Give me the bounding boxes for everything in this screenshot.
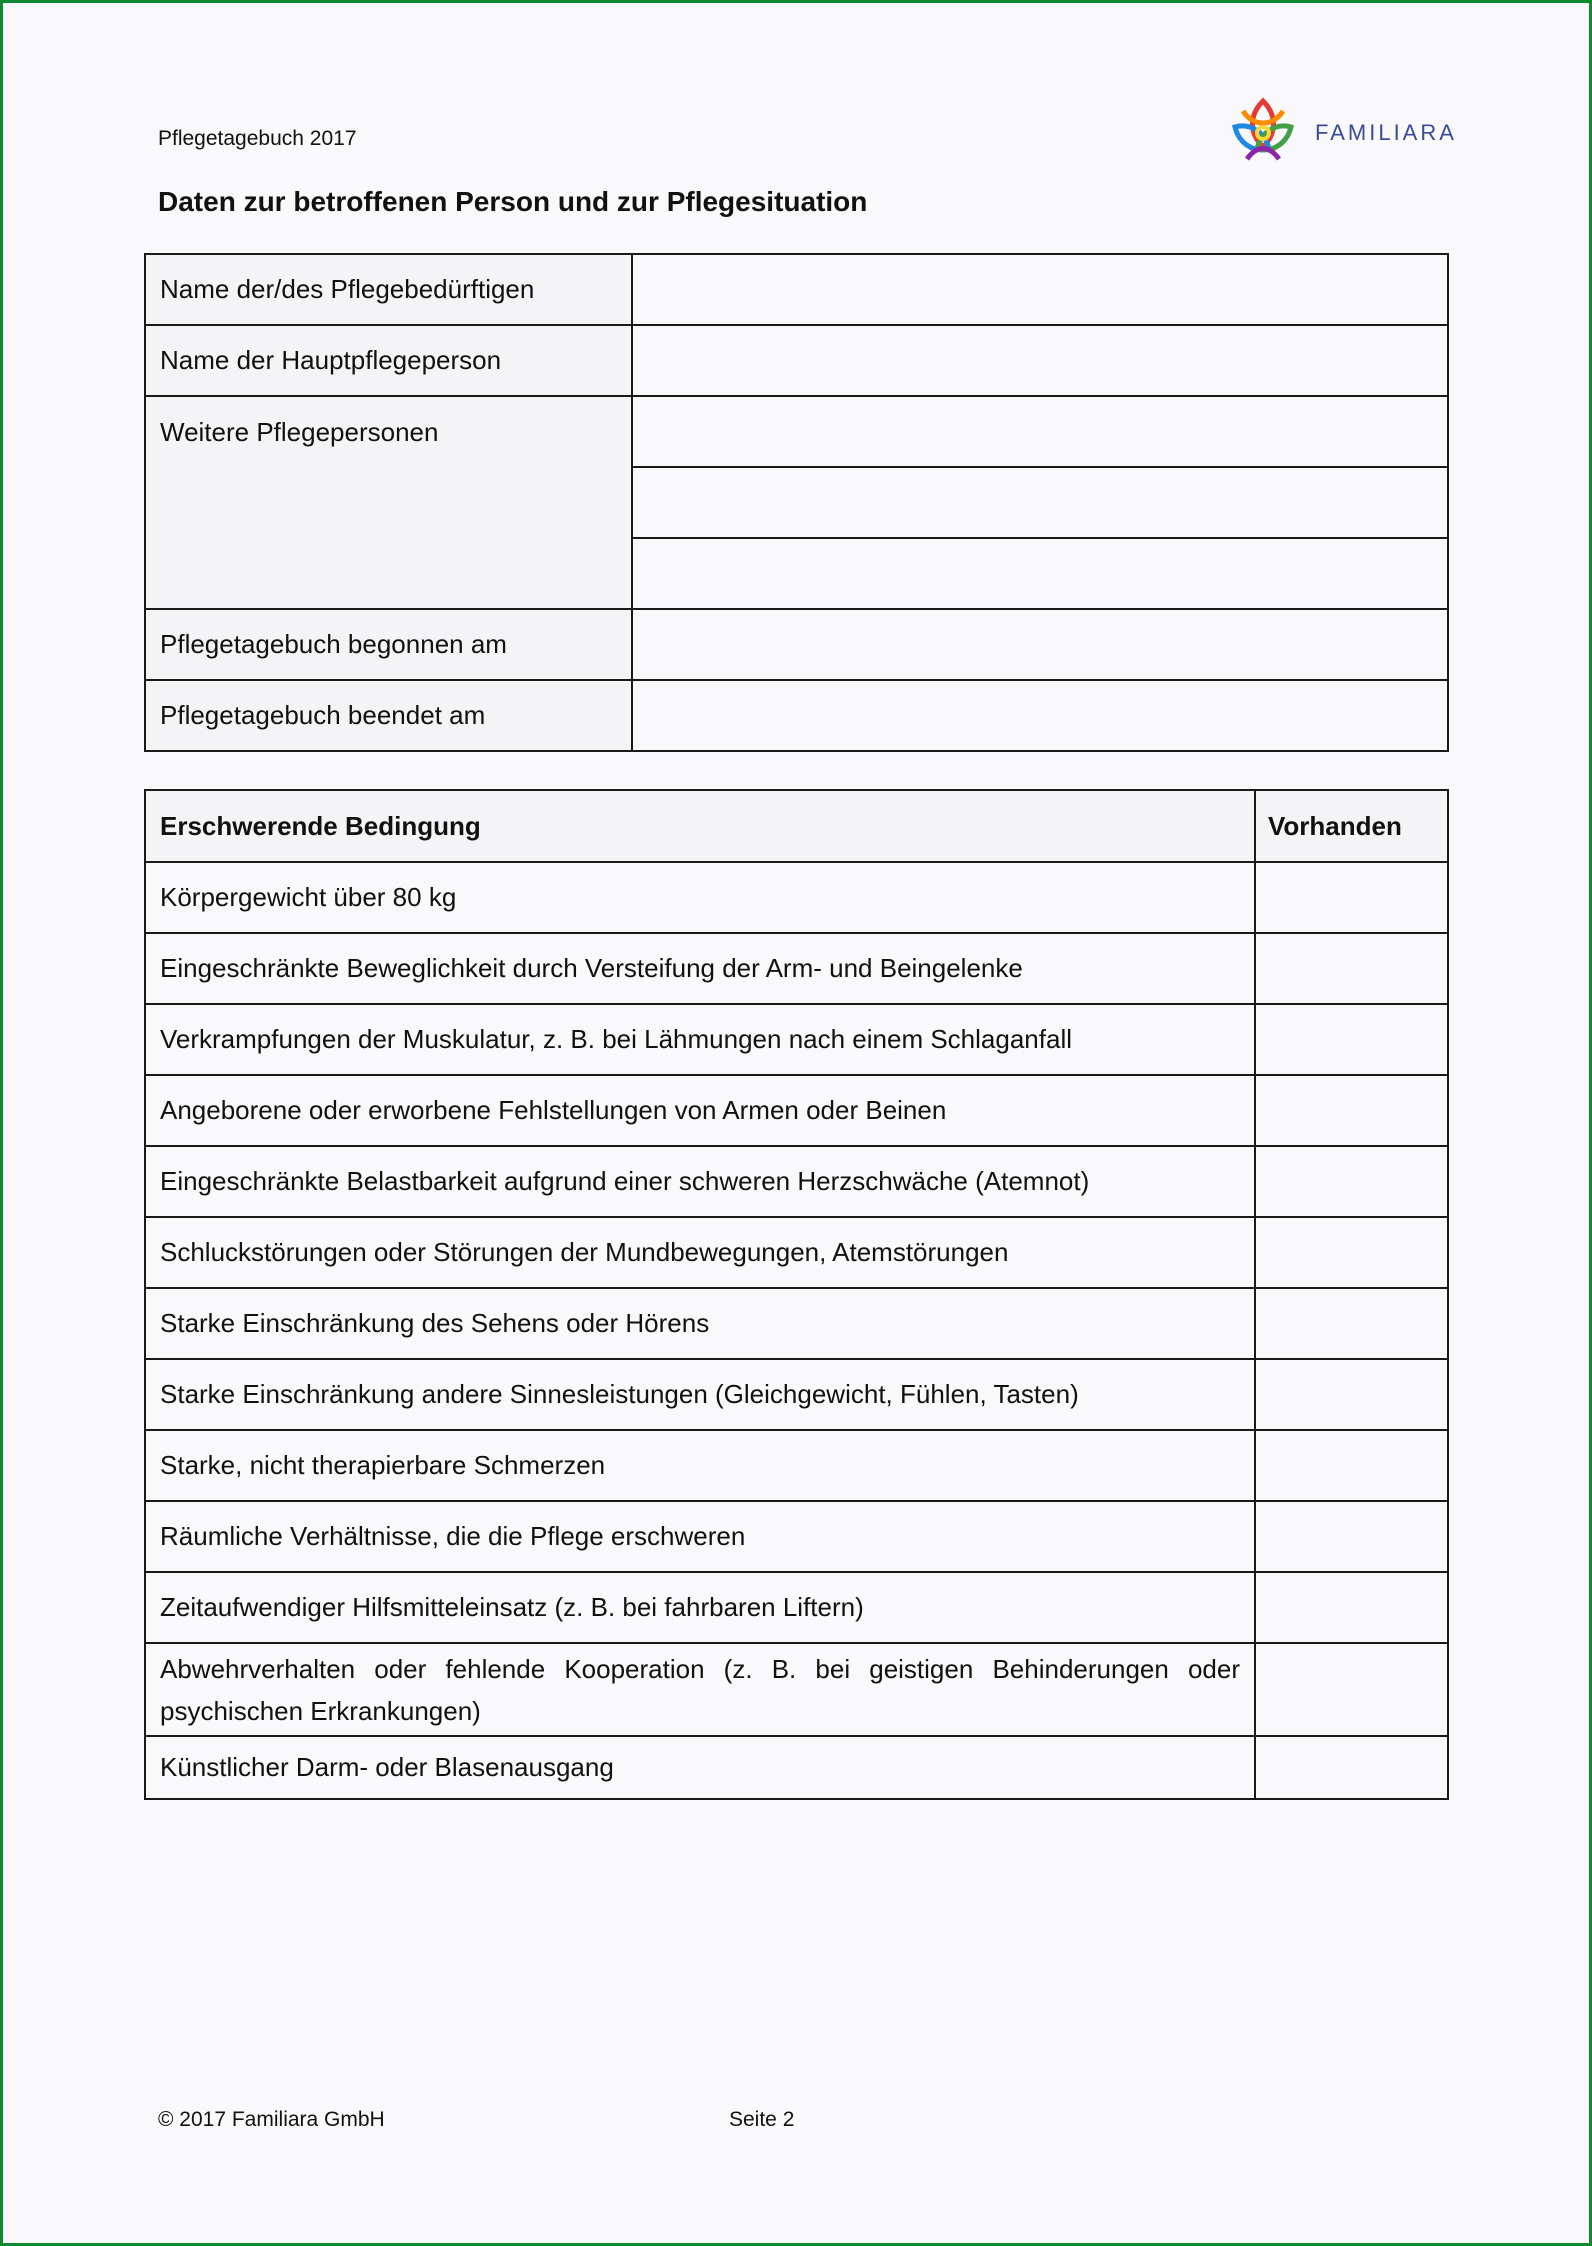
familiara-logo-icon [1229, 97, 1297, 169]
condition-label: Eingeschränkte Beweglichkeit durch Versteifung der Arm- und Beingelenke [145, 933, 1255, 1004]
info-value-field[interactable] [632, 680, 1448, 751]
document-header-title: Pflegetagebuch 2017 [158, 127, 357, 150]
table-row [145, 862, 1448, 933]
table-row [145, 609, 1448, 680]
info-label: Pflegetagebuch beendet am [145, 680, 632, 751]
info-value-field[interactable] [632, 467, 1448, 538]
footer-copyright: © 2017 Familiara GmbH [158, 2108, 385, 2131]
table-row [145, 325, 1448, 396]
condition-label: Körpergewicht über 80 kg [145, 862, 1255, 933]
condition-label: Starke Einschränkung des Sehens oder Hörens [145, 1288, 1255, 1359]
table-row [145, 1501, 1448, 1572]
table-row [145, 1643, 1448, 1736]
present-field[interactable] [1255, 1736, 1448, 1799]
section-title: Daten zur betroffenen Person und zur Pflegesituation [158, 186, 868, 217]
condition-label: Starke, nicht therapierbare Schmerzen [145, 1430, 1255, 1501]
table-row [145, 1288, 1448, 1359]
present-field[interactable] [1255, 933, 1448, 1004]
table-row [145, 1736, 1448, 1799]
table-row [145, 1217, 1448, 1288]
present-field[interactable] [1255, 1359, 1448, 1430]
info-value-field[interactable] [632, 325, 1448, 396]
conditions-table [144, 789, 1449, 1800]
condition-label: Angeborene oder erworbene Fehlstellungen von Armen oder Beinen [145, 1075, 1255, 1146]
table-row [145, 1075, 1448, 1146]
column-header-present: Vorhanden [1255, 790, 1448, 862]
info-label: Name der/des Pflegebedürftigen [145, 254, 632, 325]
info-value-field[interactable] [632, 609, 1448, 680]
logo-wordmark: FAMILIARA [1315, 120, 1457, 145]
familiara-logo [1229, 97, 1457, 169]
present-field[interactable] [1255, 1075, 1448, 1146]
condition-label: Verkrampfungen der Muskulatur, z. B. bei Lähmungen nach einem Schlaganfall [145, 1004, 1255, 1075]
condition-label: Abwehrverhalten oder fehlende Kooperation (z. B. bei geistigen Behinderungen oder psychischen Erkrankungen) [145, 1643, 1255, 1736]
table-row [145, 1359, 1448, 1430]
info-value-field[interactable] [632, 254, 1448, 325]
info-value-field[interactable] [632, 396, 1448, 467]
info-value-field[interactable] [632, 538, 1448, 609]
table-row [145, 933, 1448, 1004]
table-row [145, 680, 1448, 751]
present-field[interactable] [1255, 1572, 1448, 1643]
info-label: Pflegetagebuch begonnen am [145, 609, 632, 680]
table-row [145, 1146, 1448, 1217]
table-row [145, 1572, 1448, 1643]
condition-label: Starke Einschränkung andere Sinnesleistungen (Gleichgewicht, Fühlen, Tasten) [145, 1359, 1255, 1430]
present-field[interactable] [1255, 1217, 1448, 1288]
present-field[interactable] [1255, 1501, 1448, 1572]
present-field[interactable] [1255, 1430, 1448, 1501]
table-row [145, 1430, 1448, 1501]
condition-label: Räumliche Verhältnisse, die die Pflege erschweren [145, 1501, 1255, 1572]
condition-label: Schluckstörungen oder Störungen der Mundbewegungen, Atemstörungen [145, 1217, 1255, 1288]
person-info-table [144, 253, 1449, 752]
info-label: Name der Hauptpflegeperson [145, 325, 632, 396]
footer-page-number: Seite 2 [729, 2108, 795, 2131]
table-row [145, 254, 1448, 325]
condition-label: Eingeschränkte Belastbarkeit aufgrund einer schweren Herzschwäche (Atemnot) [145, 1146, 1255, 1217]
table-header-row [145, 790, 1448, 862]
present-field[interactable] [1255, 1146, 1448, 1217]
present-field[interactable] [1255, 862, 1448, 933]
table-row [145, 396, 1448, 467]
column-header-condition: Erschwerende Bedingung [145, 790, 1255, 862]
present-field[interactable] [1255, 1004, 1448, 1075]
condition-label: Künstlicher Darm- oder Blasenausgang [145, 1736, 1255, 1799]
condition-label: Zeitaufwendiger Hilfsmitteleinsatz (z. B. bei fahrbaren Liftern) [145, 1572, 1255, 1643]
present-field[interactable] [1255, 1288, 1448, 1359]
present-field[interactable] [1255, 1643, 1448, 1736]
table-row [145, 1004, 1448, 1075]
info-label: Weitere Pflegepersonen [145, 396, 632, 609]
